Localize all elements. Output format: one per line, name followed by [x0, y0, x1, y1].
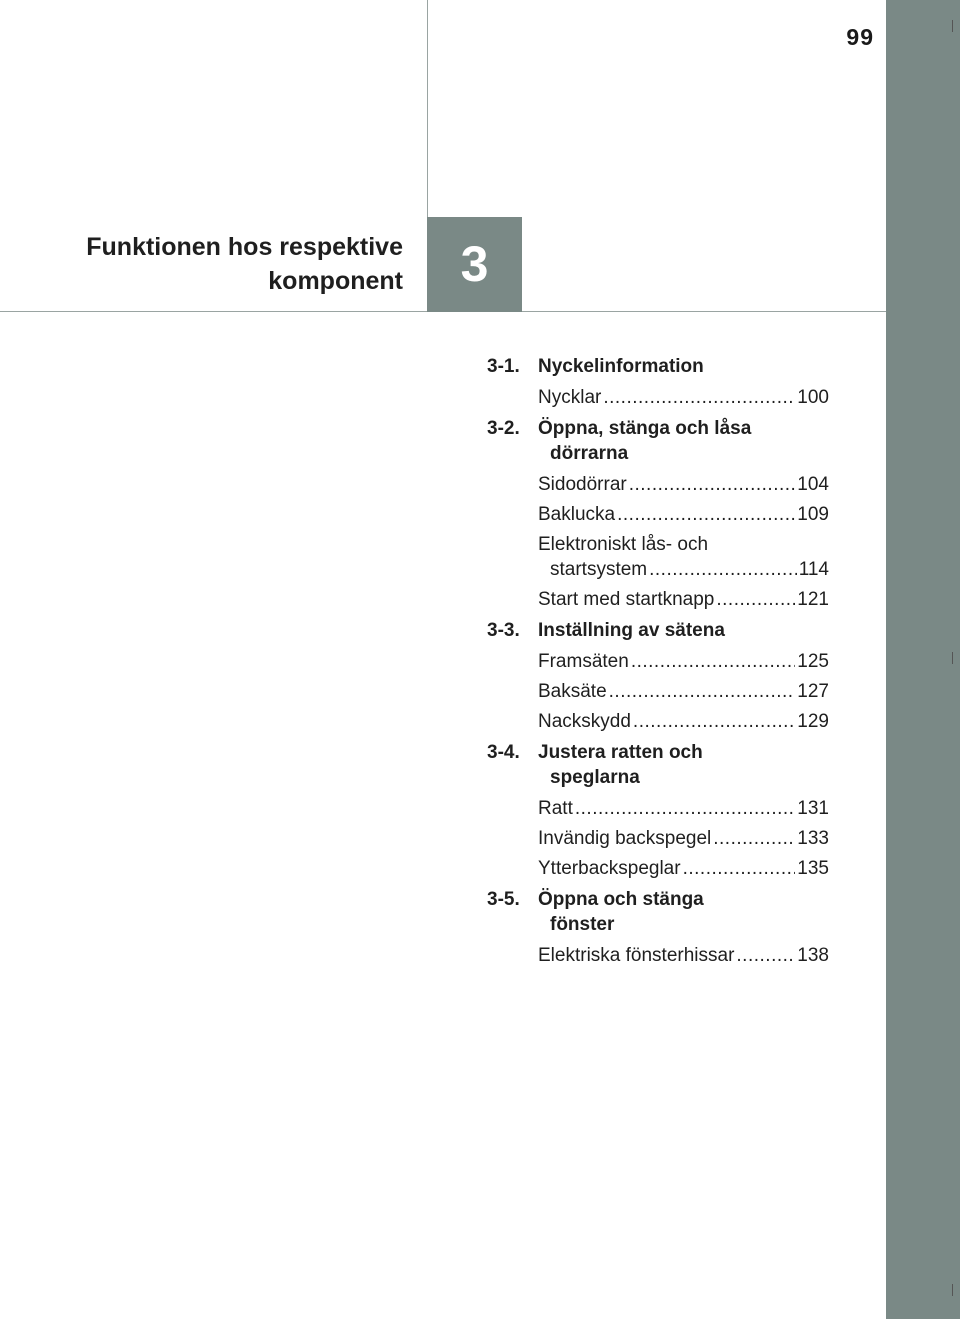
toc-entry-page-number: 114	[798, 559, 829, 580]
toc-entry-page-number: 100	[797, 387, 829, 408]
toc-entry[interactable]	[538, 587, 829, 612]
toc-entry-label: startsystem	[550, 559, 648, 580]
toc-entry[interactable]	[538, 709, 829, 734]
toc-section-heading[interactable]	[487, 887, 829, 937]
toc-section-title	[538, 740, 829, 790]
chapter-title	[20, 230, 403, 298]
toc-section	[487, 887, 829, 968]
toc-section-title-line: Justera ratten och	[538, 742, 703, 763]
toc-section-title	[538, 887, 829, 937]
toc-entry[interactable]	[538, 796, 829, 821]
toc-section-number: 3-3.	[487, 620, 520, 641]
chapter-side-tab	[886, 0, 960, 1319]
toc-section-title-line: fönster	[550, 914, 615, 935]
toc-entry[interactable]	[538, 532, 829, 582]
chapter-title-line: komponent	[268, 267, 403, 295]
toc-entry-label: Elektroniskt lås- och	[538, 534, 709, 555]
toc-section-title-line: Nyckelinformation	[538, 356, 704, 377]
toc-entry[interactable]	[538, 943, 829, 968]
toc-section-title-line: Öppna och stänga	[538, 889, 704, 910]
toc-entry-label: Baklucka	[538, 504, 616, 525]
toc-section-title-line: speglarna	[550, 767, 640, 788]
toc-leader-dots	[716, 587, 795, 612]
toc-section	[487, 618, 829, 734]
toc-section-heading[interactable]	[487, 416, 829, 466]
toc-entry[interactable]	[538, 679, 829, 704]
toc-section-number: 3-5.	[487, 889, 520, 910]
toc-leader-dots	[736, 943, 795, 968]
toc-entry-label: Ytterbackspeglar	[538, 858, 681, 879]
toc-entry-page-number: 121	[797, 589, 829, 610]
toc-entry-label: Baksäte	[538, 681, 607, 702]
toc-entry[interactable]	[538, 385, 829, 410]
toc-leader-dots	[617, 502, 795, 527]
toc-entry[interactable]	[538, 826, 829, 851]
margin-tick-mark	[952, 20, 953, 32]
toc-leader-dots	[713, 826, 795, 851]
toc-section-heading[interactable]	[487, 354, 829, 379]
toc-entry-label: Ratt	[538, 798, 573, 819]
toc-entry-label: Nycklar	[538, 387, 602, 408]
toc-section-title-line: Öppna, stänga och låsa	[538, 418, 752, 439]
toc-leader-dots	[631, 649, 795, 674]
toc-entry-page-number: 135	[797, 858, 829, 879]
toc-leader-dots	[603, 385, 795, 410]
toc-section-number: 3-2.	[487, 418, 520, 439]
toc-leader-dots	[629, 472, 796, 497]
toc-entry-label: Invändig backspegel	[538, 828, 712, 849]
margin-tick-mark	[952, 1284, 953, 1296]
toc-section-number: 3-4.	[487, 742, 520, 763]
toc-entry-label: Start med startknapp	[538, 589, 715, 610]
toc-section-title	[538, 354, 829, 379]
margin-tick-mark	[952, 652, 953, 664]
toc-leader-dots	[683, 856, 796, 881]
toc-entry-label: Nackskydd	[538, 711, 631, 732]
toc-section-title-line: Inställning av sätena	[538, 620, 725, 641]
toc-section-number: 3-1.	[487, 356, 520, 377]
toc-entry-page-number: 129	[797, 711, 829, 732]
page-number: 99	[846, 24, 874, 50]
toc-entry-label: Elektriska fönsterhissar	[538, 945, 735, 966]
toc-entry-page-number: 125	[797, 651, 829, 672]
toc-leader-dots	[609, 679, 796, 704]
toc-entry-page-number: 138	[797, 945, 829, 966]
toc-entry-page-number: 109	[797, 504, 829, 525]
toc-leader-dots	[649, 557, 797, 582]
toc-entry-page-number: 131	[797, 798, 829, 819]
toc-section-title-line: dörrarna	[550, 443, 629, 464]
toc-section-heading[interactable]	[487, 740, 829, 790]
toc-leader-dots	[633, 709, 795, 734]
toc-entry[interactable]	[538, 856, 829, 881]
toc-entry[interactable]	[538, 502, 829, 527]
chapter-title-line: Funktionen hos respektive	[86, 233, 403, 261]
toc-entry[interactable]	[538, 649, 829, 674]
toc-section-title	[538, 618, 829, 643]
table-of-contents	[487, 354, 829, 974]
toc-entry[interactable]	[538, 472, 829, 497]
toc-entry-page-number: 104	[797, 474, 829, 495]
toc-entry-label: Sidodörrar	[538, 474, 627, 495]
toc-entry-label: Framsäten	[538, 651, 629, 672]
toc-section-heading[interactable]	[487, 618, 829, 643]
toc-section	[487, 416, 829, 612]
toc-section	[487, 354, 829, 410]
header-vertical-divider	[427, 0, 428, 217]
chapter-number-box: 3	[427, 217, 522, 312]
toc-entry-page-number: 127	[797, 681, 829, 702]
toc-section	[487, 740, 829, 881]
toc-section-title	[538, 416, 829, 466]
toc-entry-page-number: 133	[797, 828, 829, 849]
toc-leader-dots	[575, 796, 795, 821]
